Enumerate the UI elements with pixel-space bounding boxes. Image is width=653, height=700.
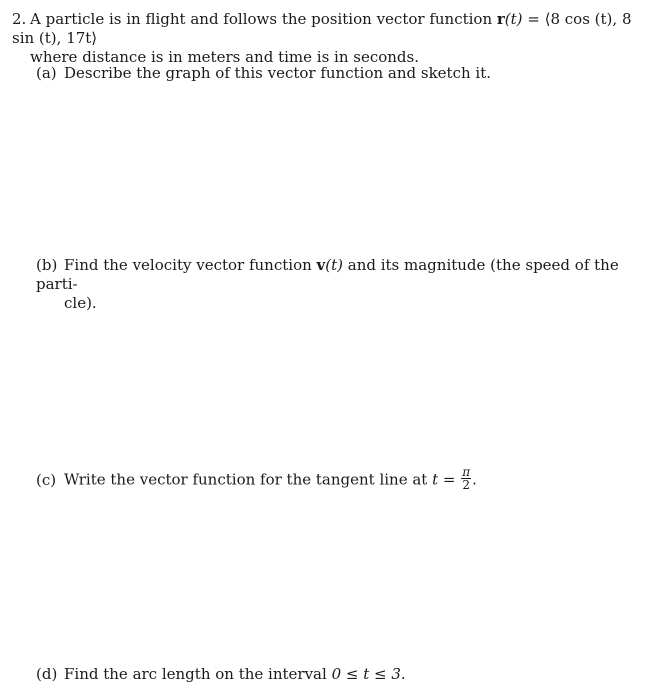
part-d-label: (d) (36, 665, 58, 683)
part-a (36, 64, 636, 83)
position-vector-definition: = ⟨8 cos (t), 8 sin (t), 17t⟩ (12, 10, 632, 47)
fraction-numerator: π (462, 465, 471, 479)
arc-length-interval: 0 ≤ t ≤ 3 (331, 665, 401, 683)
part-a-label: (a) (36, 64, 57, 82)
part-d-text: Find the arc length on the interval (64, 665, 332, 683)
problem-statement (12, 10, 642, 67)
part-c-period: . (472, 470, 477, 489)
velocity-vector-symbol: v (316, 256, 326, 274)
part-b (36, 256, 636, 313)
fraction-denominator: 2 (462, 478, 470, 492)
velocity-vector-arg: (t) (325, 256, 343, 274)
part-c (36, 465, 636, 493)
part-b-label: (b) (36, 256, 58, 274)
part-a-text: Describe the graph of this vector function and sketch it. (64, 64, 491, 82)
part-c-label: (c) (36, 470, 57, 489)
problem-intro-text: A particle is in flight and follows the position vector function (30, 10, 497, 28)
part-c-text: Write the vector function for the tangent line at (64, 470, 433, 489)
problem-number: 2. (12, 10, 27, 28)
part-b-text: Find the velocity vector function (64, 256, 317, 274)
position-vector-symbol: r (496, 10, 505, 28)
part-d-period: . (400, 665, 406, 683)
problem-units-line: where distance is in meters and time is in seconds. (30, 48, 419, 66)
part-b-text-line2: cle). (64, 294, 97, 312)
problem-line-1 (12, 10, 642, 48)
position-vector-arg: (t) (504, 10, 523, 28)
tangent-time-eq: t = (432, 470, 461, 489)
part-d (36, 665, 636, 684)
part-b-text-cont: and its magnitude (the speed of the parti- (36, 256, 619, 293)
pi-over-2-fraction (461, 466, 471, 491)
